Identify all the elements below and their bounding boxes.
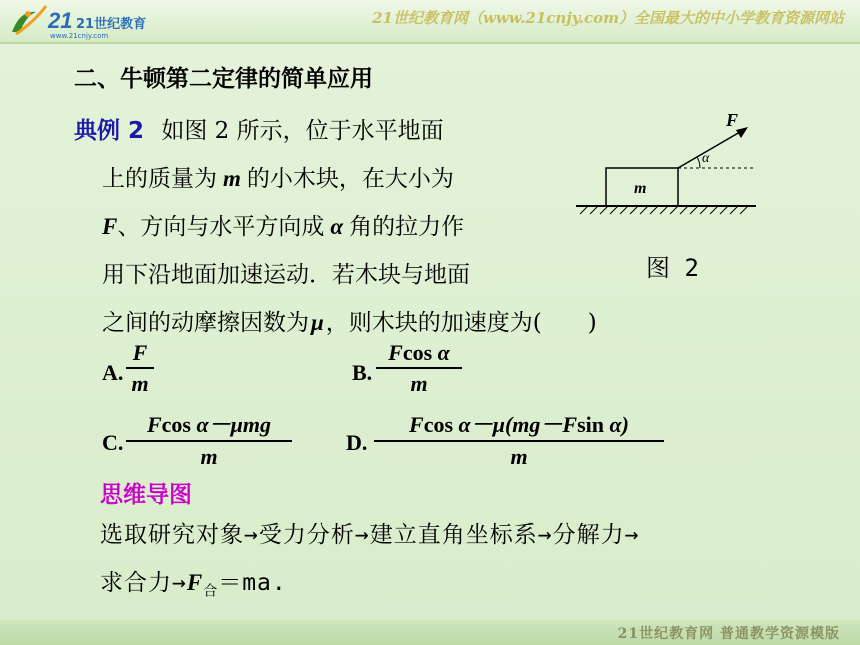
option-c-fraction: Fcos α－μmg m	[126, 408, 292, 470]
flow-step: 受力分析	[258, 522, 355, 548]
block-mass-label: m	[634, 180, 647, 197]
example-line-4: 用下沿地面加速运动．若木块与地面	[102, 262, 470, 288]
mindmap-flow-line-2: 求合力$\to F_合=ma$.	[100, 570, 287, 600]
site-logo	[6, 2, 156, 40]
header-divider	[0, 42, 860, 44]
option-d-fraction: Fcos α－μ(mg－Fsin α) m	[374, 408, 664, 470]
example-line-2: 上的质量为 m 的小木块，在大小为	[102, 166, 454, 192]
right-arrow-icon: →	[537, 522, 553, 548]
option-c-label: C.	[102, 430, 124, 455]
svg-text:21世纪教育: 21世纪教育	[76, 17, 147, 32]
footer-bar	[0, 620, 860, 645]
flow-step: 分解力	[552, 522, 625, 548]
right-arrow-icon: →	[354, 522, 370, 548]
mindmap-title: 思维导图	[100, 482, 192, 508]
angle-label: α	[702, 151, 710, 166]
mindmap-flow-line-1	[100, 516, 639, 549]
flow-step: 求合力	[100, 570, 172, 596]
option-b-fraction: Fcos α m	[376, 340, 462, 397]
right-arrow-icon: →	[244, 522, 259, 548]
flow-step: 选取研究对象	[100, 522, 244, 548]
option-d-label: D.	[346, 430, 368, 455]
example-line-3: F、方向与水平方向成 α 角的拉力作	[102, 214, 465, 240]
block-force-diagram	[566, 104, 766, 224]
option-a-fraction: F m	[126, 340, 154, 397]
force-label: F	[726, 110, 739, 130]
footer-text: 21世纪教育网 普通教学资源模版	[617, 626, 840, 642]
option-b-label: B.	[352, 360, 373, 385]
flow-step: 建立直角坐标系	[369, 522, 538, 548]
header-bar	[0, 0, 860, 42]
svg-text:21: 21	[48, 8, 73, 33]
option-a-label: A.	[102, 360, 124, 385]
site-slogan: 21世纪教育网（www.21cnjy.com）全国最大的中小学教育资源网站	[372, 9, 844, 27]
example-label: 典例 2	[74, 118, 145, 144]
example-line-1: 典例 2 如图 2 所示，位于水平地面	[74, 118, 444, 144]
svg-text:www.21cnjy.com: www.21cnjy.com	[50, 32, 109, 40]
example-line-5: 之间的动摩擦因数为μ，则木块的加速度为( )	[102, 310, 597, 336]
right-arrow-icon: →	[172, 570, 187, 596]
section-title: 二、牛顿第二定律的简单应用	[74, 66, 373, 92]
figure-caption: 图 2	[646, 254, 699, 282]
right-arrow-icon: →	[624, 522, 640, 548]
